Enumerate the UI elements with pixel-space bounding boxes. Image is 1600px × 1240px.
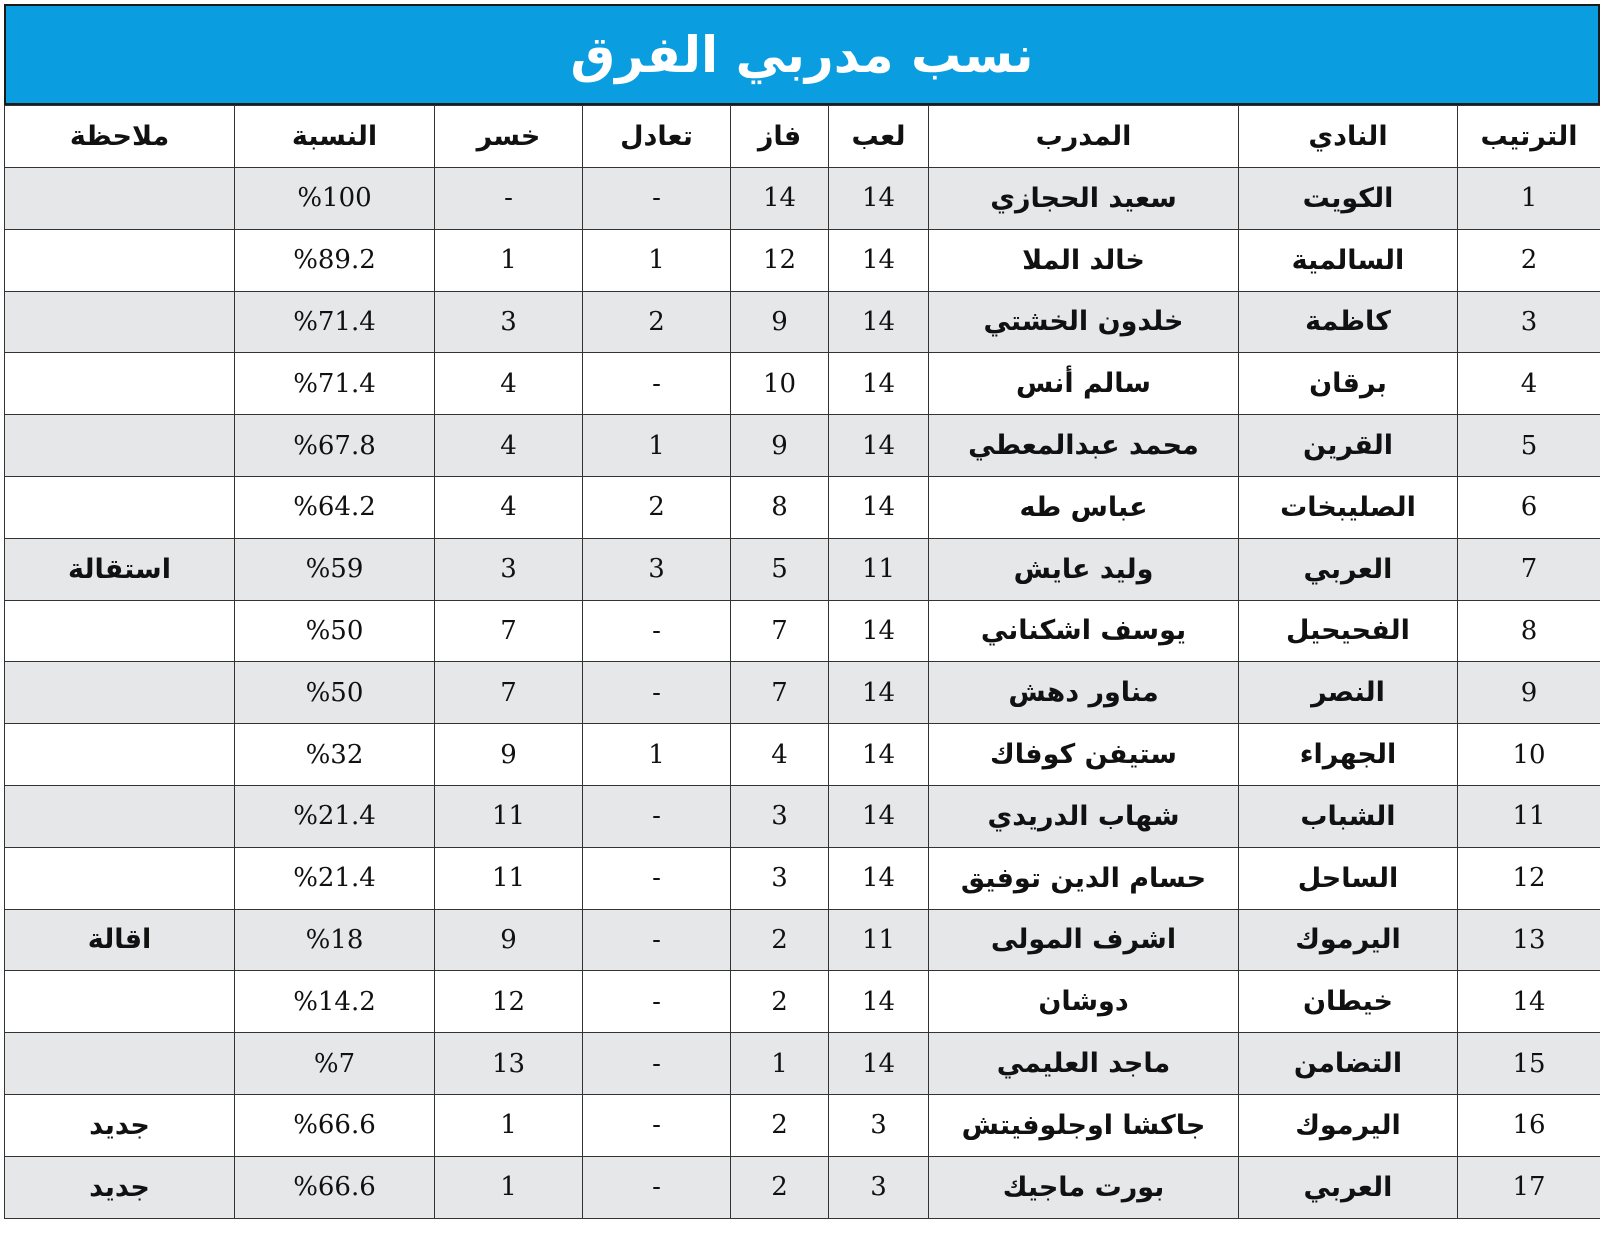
cell-rank: 2 bbox=[1458, 229, 1600, 291]
table-row bbox=[5, 785, 1600, 847]
cell-club: الساحل bbox=[1239, 847, 1458, 909]
cell-rank: 14 bbox=[1458, 971, 1600, 1033]
cell-rank: 7 bbox=[1458, 538, 1600, 600]
cell-club: النصر bbox=[1239, 662, 1458, 724]
cell-lost: 9 bbox=[435, 724, 583, 786]
header-played: لعب bbox=[829, 106, 929, 168]
cell-lost: 3 bbox=[435, 538, 583, 600]
cell-won: 10 bbox=[731, 353, 829, 415]
cell-note bbox=[5, 600, 235, 662]
cell-club: الكويت bbox=[1239, 168, 1458, 230]
table-row bbox=[5, 847, 1600, 909]
cell-note bbox=[5, 785, 235, 847]
cell-percent: %18 bbox=[235, 909, 435, 971]
cell-lost: 12 bbox=[435, 971, 583, 1033]
header-won: فاز bbox=[731, 106, 829, 168]
cell-percent: %59 bbox=[235, 538, 435, 600]
cell-drawn: - bbox=[583, 168, 731, 230]
table-row bbox=[5, 724, 1600, 786]
cell-rank: 6 bbox=[1458, 476, 1600, 538]
cell-played: 14 bbox=[829, 168, 929, 230]
cell-drawn: - bbox=[583, 353, 731, 415]
cell-won: 4 bbox=[731, 724, 829, 786]
cell-coach: خلدون الخشتي bbox=[929, 291, 1239, 353]
cell-drawn: - bbox=[583, 1094, 731, 1156]
cell-lost: 9 bbox=[435, 909, 583, 971]
cell-won: 7 bbox=[731, 662, 829, 724]
cell-rank: 5 bbox=[1458, 415, 1600, 477]
cell-drawn: - bbox=[583, 600, 731, 662]
cell-won: 3 bbox=[731, 785, 829, 847]
cell-drawn: - bbox=[583, 909, 731, 971]
cell-won: 2 bbox=[731, 1156, 829, 1218]
header-lost: خسر bbox=[435, 106, 583, 168]
cell-coach: مناور دهش bbox=[929, 662, 1239, 724]
cell-coach: وليد عايش bbox=[929, 538, 1239, 600]
cell-coach: سعيد الحجازي bbox=[929, 168, 1239, 230]
cell-coach: عباس طه bbox=[929, 476, 1239, 538]
cell-coach: حسام الدين توفيق bbox=[929, 847, 1239, 909]
cell-lost: 3 bbox=[435, 291, 583, 353]
cell-coach: سالم أنس bbox=[929, 353, 1239, 415]
cell-played: 14 bbox=[829, 724, 929, 786]
cell-won: 7 bbox=[731, 600, 829, 662]
cell-played: 14 bbox=[829, 1033, 929, 1095]
cell-drawn: - bbox=[583, 1033, 731, 1095]
cell-note: استقالة bbox=[5, 538, 235, 600]
cell-rank: 12 bbox=[1458, 847, 1600, 909]
cell-won: 3 bbox=[731, 847, 829, 909]
table-row bbox=[5, 909, 1600, 971]
cell-won: 5 bbox=[731, 538, 829, 600]
cell-drawn: - bbox=[583, 785, 731, 847]
cell-percent: %71.4 bbox=[235, 291, 435, 353]
cell-percent: %32 bbox=[235, 724, 435, 786]
cell-coach: خالد الملا bbox=[929, 229, 1239, 291]
cell-club: الجهراء bbox=[1239, 724, 1458, 786]
coaches-table bbox=[4, 105, 1600, 1219]
cell-percent: %50 bbox=[235, 600, 435, 662]
cell-lost: 11 bbox=[435, 785, 583, 847]
cell-club: التضامن bbox=[1239, 1033, 1458, 1095]
cell-drawn: 1 bbox=[583, 229, 731, 291]
cell-lost: 7 bbox=[435, 662, 583, 724]
cell-lost: 4 bbox=[435, 415, 583, 477]
cell-drawn: - bbox=[583, 662, 731, 724]
cell-played: 14 bbox=[829, 785, 929, 847]
table-row bbox=[5, 1094, 1600, 1156]
header-note: ملاحظة bbox=[5, 106, 235, 168]
cell-drawn: 1 bbox=[583, 415, 731, 477]
cell-note bbox=[5, 971, 235, 1033]
cell-club: اليرموك bbox=[1239, 909, 1458, 971]
cell-note: جديد bbox=[5, 1156, 235, 1218]
cell-percent: %21.4 bbox=[235, 785, 435, 847]
table-row bbox=[5, 168, 1600, 230]
title-banner bbox=[4, 4, 1600, 105]
cell-club: خيطان bbox=[1239, 971, 1458, 1033]
cell-note bbox=[5, 476, 235, 538]
table-row bbox=[5, 229, 1600, 291]
cell-coach: شهاب الدريدي bbox=[929, 785, 1239, 847]
header-rank: الترتيب bbox=[1458, 106, 1600, 168]
cell-percent: %67.8 bbox=[235, 415, 435, 477]
table-row bbox=[5, 415, 1600, 477]
cell-played: 14 bbox=[829, 600, 929, 662]
table-title: نسب مدربي الفرق bbox=[570, 25, 1034, 84]
cell-club: الفحيحيل bbox=[1239, 600, 1458, 662]
table-row bbox=[5, 476, 1600, 538]
cell-won: 2 bbox=[731, 1094, 829, 1156]
cell-played: 14 bbox=[829, 415, 929, 477]
cell-percent: %100 bbox=[235, 168, 435, 230]
cell-note bbox=[5, 291, 235, 353]
cell-rank: 9 bbox=[1458, 662, 1600, 724]
table-row bbox=[5, 971, 1600, 1033]
cell-club: كاظمة bbox=[1239, 291, 1458, 353]
cell-rank: 3 bbox=[1458, 291, 1600, 353]
cell-played: 11 bbox=[829, 538, 929, 600]
cell-drawn: 2 bbox=[583, 476, 731, 538]
cell-percent: %66.6 bbox=[235, 1156, 435, 1218]
header-drawn: تعادل bbox=[583, 106, 731, 168]
cell-lost: 1 bbox=[435, 1094, 583, 1156]
cell-played: 14 bbox=[829, 662, 929, 724]
cell-club: القرين bbox=[1239, 415, 1458, 477]
cell-played: 14 bbox=[829, 476, 929, 538]
cell-won: 9 bbox=[731, 291, 829, 353]
cell-played: 3 bbox=[829, 1156, 929, 1218]
cell-percent: %50 bbox=[235, 662, 435, 724]
cell-rank: 16 bbox=[1458, 1094, 1600, 1156]
cell-lost: 7 bbox=[435, 600, 583, 662]
cell-note bbox=[5, 415, 235, 477]
cell-drawn: - bbox=[583, 971, 731, 1033]
cell-note: اقالة bbox=[5, 909, 235, 971]
cell-won: 2 bbox=[731, 909, 829, 971]
cell-note bbox=[5, 1033, 235, 1095]
cell-rank: 4 bbox=[1458, 353, 1600, 415]
cell-lost: 1 bbox=[435, 1156, 583, 1218]
cell-played: 14 bbox=[829, 291, 929, 353]
table-row bbox=[5, 1033, 1600, 1095]
cell-club: العربي bbox=[1239, 538, 1458, 600]
cell-drawn: - bbox=[583, 847, 731, 909]
cell-won: 14 bbox=[731, 168, 829, 230]
cell-coach: محمد عبدالمعطي bbox=[929, 415, 1239, 477]
cell-rank: 15 bbox=[1458, 1033, 1600, 1095]
cell-percent: %7 bbox=[235, 1033, 435, 1095]
coaches-table-card bbox=[4, 4, 1600, 1230]
cell-coach: جاكشا اوجلوفيتش bbox=[929, 1094, 1239, 1156]
cell-coach: اشرف المولى bbox=[929, 909, 1239, 971]
cell-rank: 11 bbox=[1458, 785, 1600, 847]
cell-won: 8 bbox=[731, 476, 829, 538]
cell-club: السالمية bbox=[1239, 229, 1458, 291]
cell-club: اليرموك bbox=[1239, 1094, 1458, 1156]
cell-lost: 11 bbox=[435, 847, 583, 909]
cell-played: 14 bbox=[829, 971, 929, 1033]
cell-club: الصليبخات bbox=[1239, 476, 1458, 538]
cell-rank: 10 bbox=[1458, 724, 1600, 786]
cell-played: 14 bbox=[829, 229, 929, 291]
cell-won: 1 bbox=[731, 1033, 829, 1095]
cell-note bbox=[5, 662, 235, 724]
cell-lost: 13 bbox=[435, 1033, 583, 1095]
cell-won: 12 bbox=[731, 229, 829, 291]
cell-lost: 1 bbox=[435, 229, 583, 291]
cell-club: العربي bbox=[1239, 1156, 1458, 1218]
cell-club: برقان bbox=[1239, 353, 1458, 415]
cell-note bbox=[5, 847, 235, 909]
cell-percent: %66.6 bbox=[235, 1094, 435, 1156]
cell-drawn: 1 bbox=[583, 724, 731, 786]
cell-won: 2 bbox=[731, 971, 829, 1033]
cell-coach: يوسف اشكناني bbox=[929, 600, 1239, 662]
header-club: النادي bbox=[1239, 106, 1458, 168]
cell-percent: %64.2 bbox=[235, 476, 435, 538]
cell-percent: %71.4 bbox=[235, 353, 435, 415]
cell-lost: 4 bbox=[435, 353, 583, 415]
cell-drawn: 2 bbox=[583, 291, 731, 353]
header-percent: النسبة bbox=[235, 106, 435, 168]
table-row bbox=[5, 291, 1600, 353]
cell-rank: 17 bbox=[1458, 1156, 1600, 1218]
table-row bbox=[5, 600, 1600, 662]
header-coach: المدرب bbox=[929, 106, 1239, 168]
table-body bbox=[5, 168, 1600, 1219]
cell-coach: بورت ماجيك bbox=[929, 1156, 1239, 1218]
cell-rank: 1 bbox=[1458, 168, 1600, 230]
cell-rank: 8 bbox=[1458, 600, 1600, 662]
header-row bbox=[5, 106, 1600, 168]
table-row bbox=[5, 1156, 1600, 1218]
table-row bbox=[5, 662, 1600, 724]
cell-note bbox=[5, 229, 235, 291]
cell-drawn: 3 bbox=[583, 538, 731, 600]
cell-note bbox=[5, 168, 235, 230]
cell-percent: %89.2 bbox=[235, 229, 435, 291]
cell-lost: - bbox=[435, 168, 583, 230]
cell-rank: 13 bbox=[1458, 909, 1600, 971]
cell-played: 14 bbox=[829, 353, 929, 415]
table-row bbox=[5, 538, 1600, 600]
cell-percent: %14.2 bbox=[235, 971, 435, 1033]
cell-note bbox=[5, 724, 235, 786]
cell-won: 9 bbox=[731, 415, 829, 477]
cell-lost: 4 bbox=[435, 476, 583, 538]
cell-played: 11 bbox=[829, 909, 929, 971]
cell-note bbox=[5, 353, 235, 415]
cell-percent: %21.4 bbox=[235, 847, 435, 909]
cell-coach: ماجد العليمي bbox=[929, 1033, 1239, 1095]
cell-coach: ستيفن كوفاك bbox=[929, 724, 1239, 786]
cell-club: الشباب bbox=[1239, 785, 1458, 847]
cell-drawn: - bbox=[583, 1156, 731, 1218]
cell-note: جديد bbox=[5, 1094, 235, 1156]
table-row bbox=[5, 353, 1600, 415]
cell-played: 14 bbox=[829, 847, 929, 909]
cell-coach: دوشان bbox=[929, 971, 1239, 1033]
cell-played: 3 bbox=[829, 1094, 929, 1156]
